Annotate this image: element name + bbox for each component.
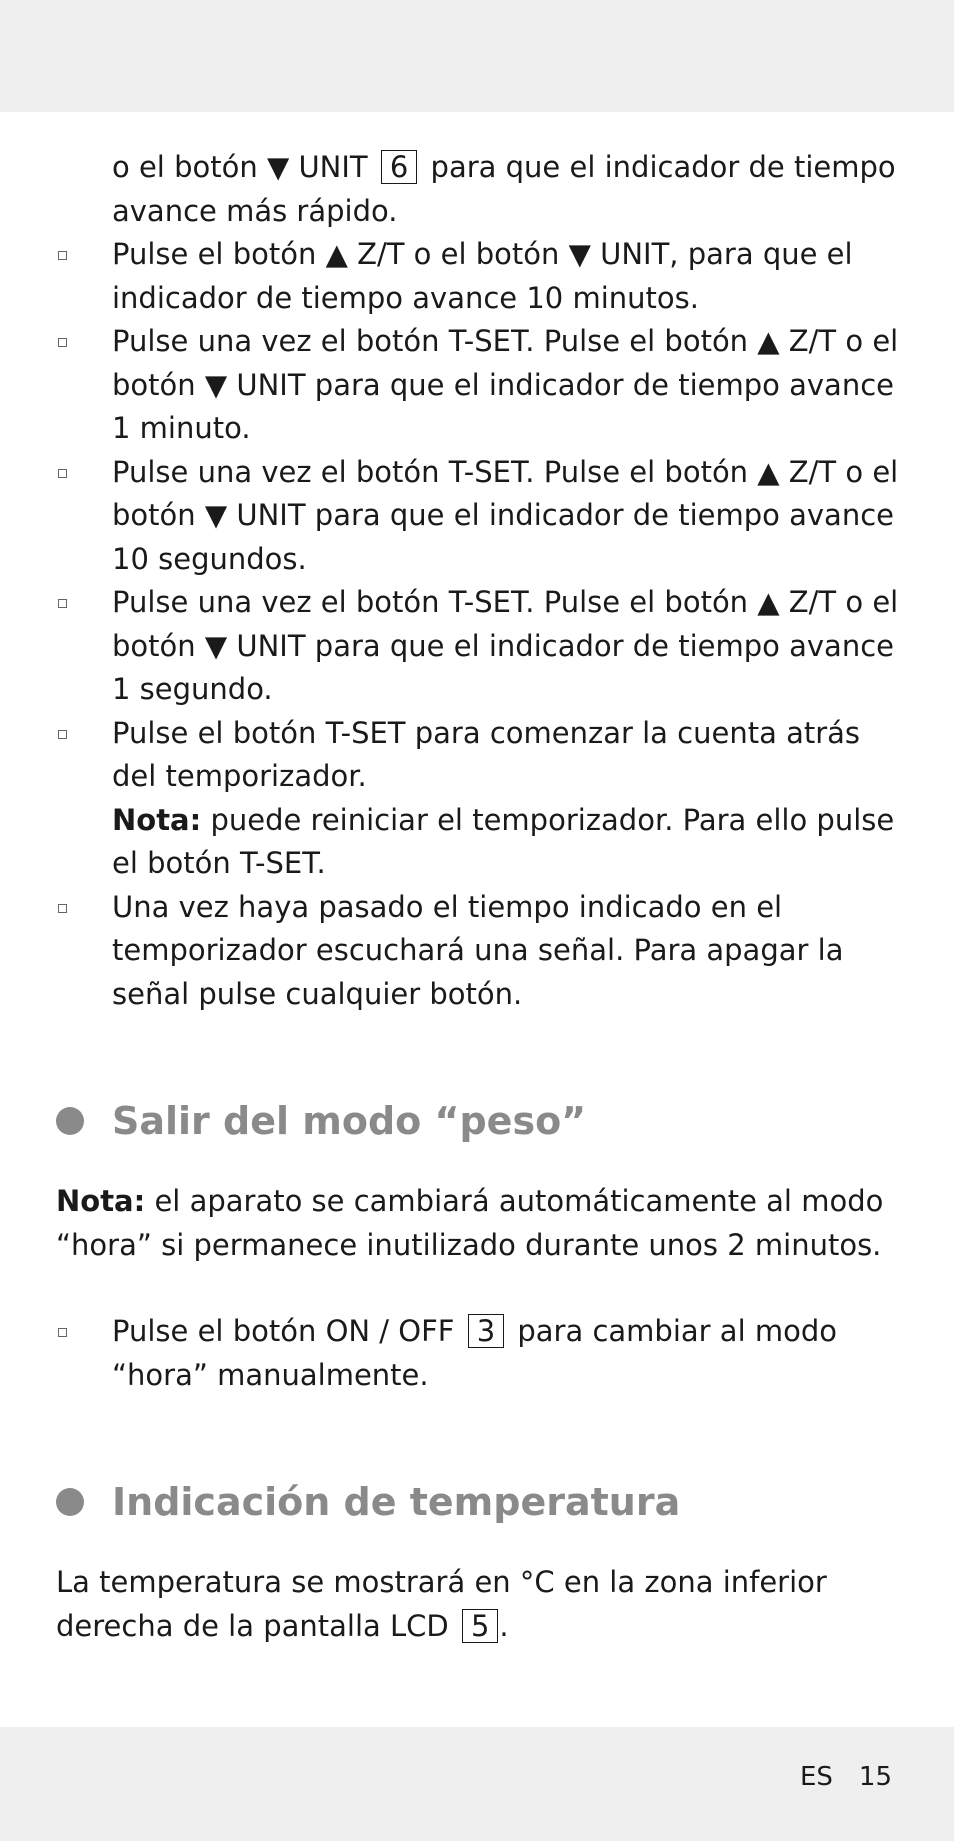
bullet-square-icon [58, 1328, 67, 1337]
intro-text-before: o el botón ▼ UNIT [112, 150, 368, 184]
list-item-text: Pulse una vez el botón T-SET. Pulse el botón ▲ Z/T o el botón ▼ UNIT para que el indicador de tiempo avance 10 segundos. [112, 454, 899, 576]
list-item [56, 233, 906, 320]
intro-text-after: para que el indicador de tiempo avance más rápido. [112, 150, 896, 228]
list-item-text: Pulse el botón ON / OFF [112, 1314, 455, 1348]
list-item-text: Pulse el botón ▲ Z/T o el botón ▼ UNIT, para que el indicador de tiempo avance 10 minutos. [112, 237, 853, 315]
note-label: Nota: [112, 802, 202, 837]
section-heading-temperatura [56, 1477, 906, 1527]
bullet-square-icon [58, 469, 67, 478]
list-item-text: Pulse una vez el botón T-SET. Pulse el botón ▲ Z/T o el botón ▼ UNIT para que el indicador de tiempo avance 1 segundo. [112, 585, 899, 706]
note-text: el aparato se cambiará automáticamente al modo “hora” si permanece inutilizado durante unos 2 minutos. [56, 1184, 884, 1262]
note-auto-switch [56, 1180, 906, 1267]
bullet-square-icon [58, 730, 67, 739]
temperature-paragraph [56, 1561, 906, 1648]
note-label: Nota: [56, 1184, 146, 1218]
ref-badge-3: 3 [468, 1314, 504, 1348]
top-band [0, 0, 954, 112]
note-text: puede reiniciar el temporizador. Para ello pulse el botón T-SET. [112, 802, 895, 880]
heading-dot-icon [56, 1107, 84, 1135]
temperature-text: La temperatura se mostrará en °C en la zona inferior derecha de la pantalla LCD [56, 1565, 827, 1643]
bullet-square-icon [58, 251, 67, 260]
temperature-text-end: . [499, 1608, 509, 1643]
list-item-text: Pulse el botón T-SET para comenzar la cuenta atrás del temporizador. [112, 715, 861, 793]
intro-paragraph [56, 146, 906, 233]
bullet-square-icon [58, 599, 67, 608]
footer-language: ES [799, 1762, 833, 1792]
list-item-text: Pulse una vez el botón T-SET. Pulse el botón ▲ Z/T o el botón ▼ UNIT para que el indicador de tiempo avance 1 minuto. [112, 324, 899, 445]
section-title: Salir del modo “peso” [112, 1099, 587, 1143]
bullet-square-icon [58, 904, 67, 913]
ref-badge-5: 5 [462, 1609, 498, 1643]
list-item-text: para cambiar al modo “hora” manualmente. [112, 1314, 837, 1392]
section-title: Indicación de temperatura [112, 1480, 681, 1524]
list-item [56, 712, 906, 799]
note-reset-timer [56, 799, 906, 886]
list-item [56, 451, 906, 582]
list-item [56, 886, 906, 1017]
list-item-text: Una vez haya pasado el tiempo indicado en el temporizador escuchará una señal. Para apagar la señal pulse cualquier botón. [112, 889, 844, 1011]
bullet-square-icon [58, 338, 67, 347]
ref-badge-6: 6 [381, 150, 417, 184]
section-heading-salir [56, 1096, 906, 1146]
list-item [56, 581, 906, 712]
heading-dot-icon [56, 1488, 84, 1516]
list-item [56, 1310, 906, 1397]
page-content [56, 146, 906, 1648]
page-number: 15 [858, 1762, 892, 1792]
list-item [56, 320, 906, 451]
page-footer [800, 1762, 892, 1792]
